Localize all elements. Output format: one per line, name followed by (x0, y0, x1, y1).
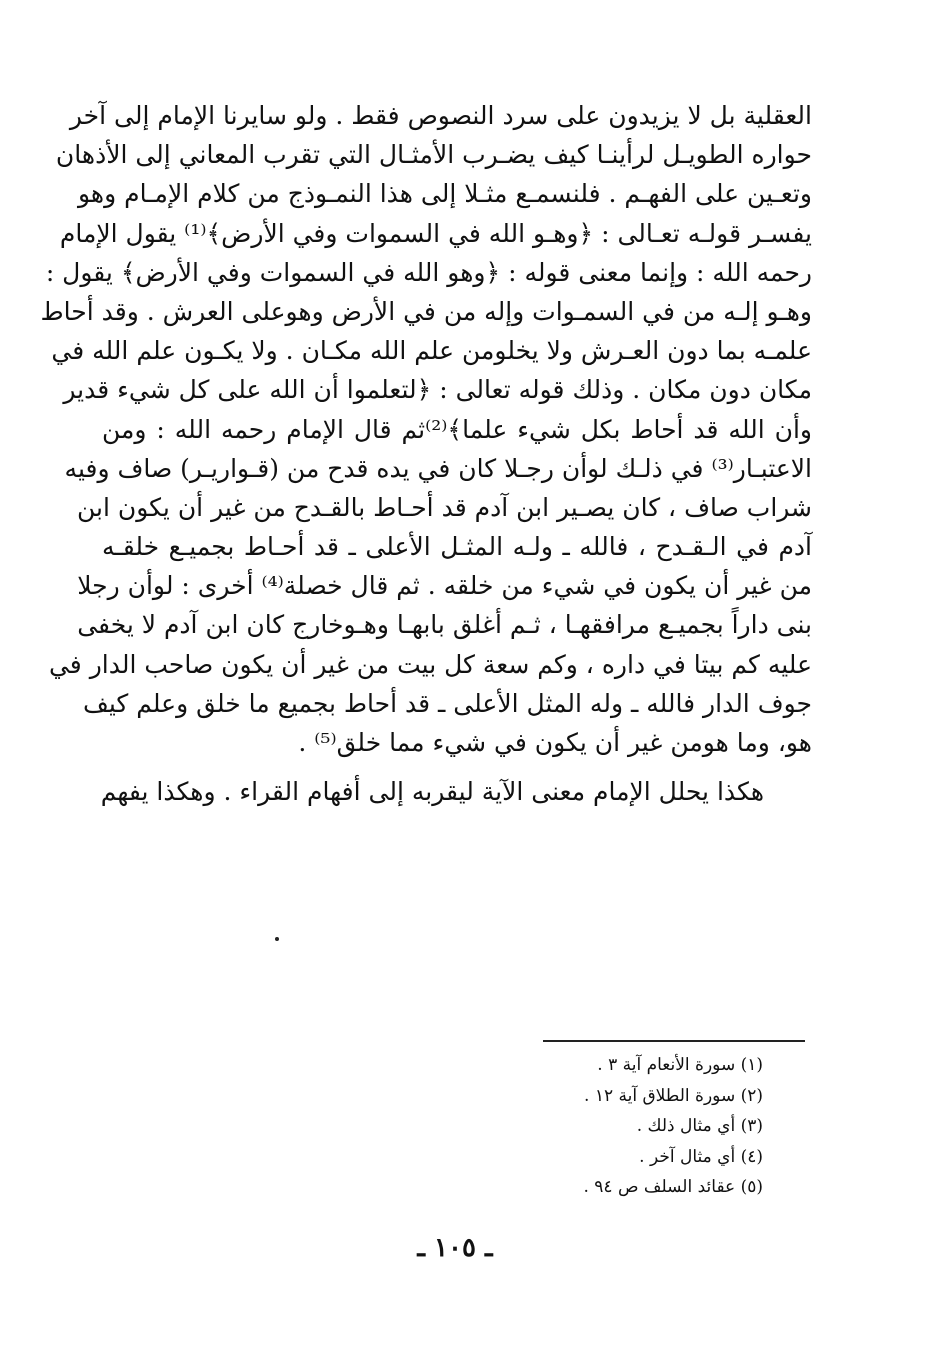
footnotes (403, 1050, 763, 1203)
text-line: يفسـر قولـه تعـالى : ﴿وهـو الله في السموات وفي الأرض﴾⁽¹⁾ يقول الإمام (59, 218, 812, 248)
text-line: الاعتبـار⁽³⁾ في ذلـك لوأن رجـلا كان في يده قدح من (قـواريـر) صاف وفيه (64, 453, 812, 483)
text-line: علمـه بما دون العـرش ولا يخلومن علم الله مكـان . ولا يكـون علم الله في (51, 336, 812, 366)
text-line: رحمه الله : وإنما معنى قوله : ﴿وهو الله في السموات وفي الأرض﴾ يقول : (45, 257, 812, 287)
text-line: آدم في الـقـدح ، فالله ـ ولـه المثـل الأعلى ـ قد أحـاط بجميـع خلقـه (102, 532, 812, 562)
text-line: حواره الطويـل لرأينـا كيف يضـرب الأمثـال التي تقرب المعاني إلى الأذهان (55, 140, 812, 170)
footnote-item: (١) سورة الأنعام آية ٣ . (597, 1055, 763, 1075)
footnote-item: (٣) أي مثال ذلك . (636, 1116, 763, 1136)
footnote-separator (543, 1040, 805, 1042)
text-line: وهـو إلـه من في السمـوات وإله من في الأرض وهوعلى العرش . وقد أحاط (40, 296, 812, 326)
text-line: عليه كم بيتا في داره ، وكم سعة كل بيت من غير أن يكون صاحب الدار في (48, 649, 812, 679)
page-number: ـ ١٠٥ ـ (417, 1233, 493, 1263)
text-line: وتعـين على الفهـم . فلنسمـع مثـلا إلى هذا النمـوذج من كلام الإمـام وهو (78, 179, 812, 209)
text-line: جوف الدار فالله ـ وله المثل الأعلى ـ قد أحاط بجميع ما خلق وعلم كيف (82, 688, 812, 718)
text-line: مكان دون مكان . وذلك قوله تعالى : ﴿لتعلموا أن الله على كل شيء قدير (63, 375, 812, 405)
text-line: من غير أن يكون في شيء من خلقه . ثم قال خصلة⁽⁴⁾ أخرى : لوأن رجلا (77, 571, 812, 601)
text-line: العقلية بل لا يزيدون على سرد النصوص فقط . ولو سايرنا الإمام إلى آخر (69, 101, 812, 130)
text-line: بنى داراً بجميـع مرافقهـا ، ثـم أغلق بابهـا وهـوخارج كان ابن آدم لا يخفى (77, 610, 812, 640)
text-line: هو، وما هومن غير أن يكون في شيء مما خلق⁽⁵⁾ . (298, 728, 812, 757)
paragraph (102, 772, 812, 811)
main-text (40, 96, 812, 811)
ink-dot (275, 937, 279, 941)
paragraph (40, 96, 812, 762)
footnote-item: (٢) سورة الطلاق آية ١٢ . (584, 1085, 763, 1106)
footnote-item: (٥) عقائد السلف ص ٩٤ . (583, 1177, 763, 1197)
footnote-item: (٤) أي مثال آخر . (639, 1146, 763, 1167)
text-line: وأن الله قد أحاط بكل شيء علما﴾⁽²⁾ثم قال الإمام رحمه الله : ومن (102, 414, 812, 444)
text-line: هكذا يحلل الإمام معنى الآية ليقربه إلى أفهام القراء . وهكذا يفهم (100, 777, 764, 807)
text-line: شراب صاف ، كان يصـير ابن آدم قد أحـاط بالقـدح من غير أن يكون ابن (76, 492, 812, 522)
